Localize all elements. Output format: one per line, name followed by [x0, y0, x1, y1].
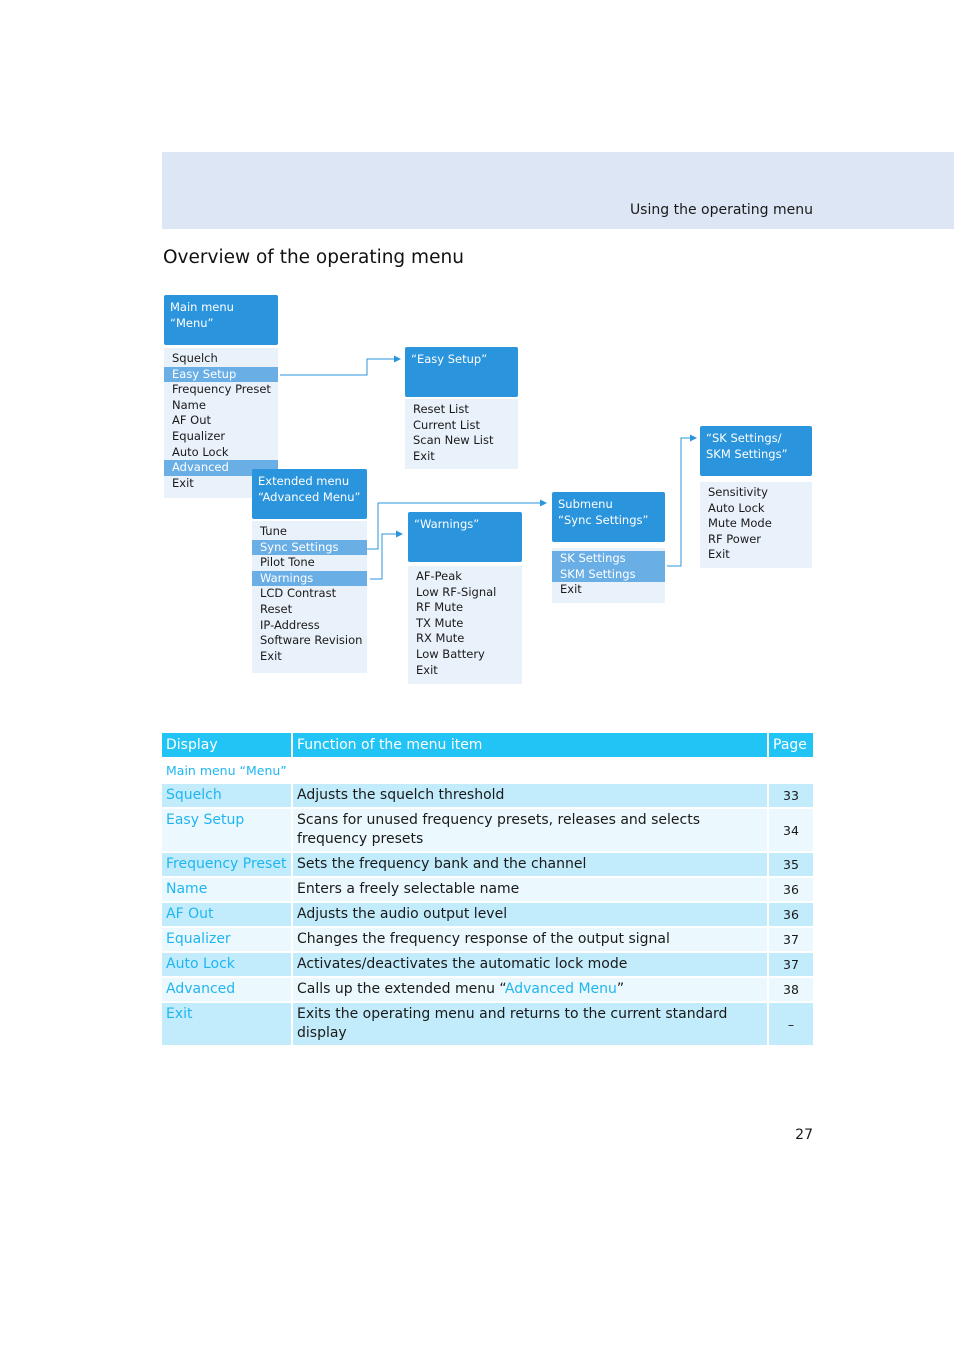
extended-menu-item[interactable]: Pilot Tone [260, 555, 315, 570]
warnings-item[interactable]: RF Mute [416, 600, 464, 615]
extended-menu-list [252, 521, 367, 673]
main-menu-item[interactable]: Exit [172, 475, 194, 490]
main-menu-item[interactable]: Squelch [172, 351, 218, 365]
row-page: – [769, 1003, 813, 1045]
row-page: 33 [769, 784, 813, 807]
sk-settings-item[interactable]: Auto Lock [708, 500, 765, 515]
easy-setup-list [405, 399, 518, 469]
sk-settings-header [700, 426, 812, 476]
warnings-item[interactable]: AF-Peak [416, 569, 462, 583]
extended-menu-item[interactable]: Sync Settings [252, 540, 367, 556]
row-function: Sets the frequency bank and the channel [293, 853, 769, 876]
row-page: 36 [769, 878, 813, 901]
sk-settings-title-1: “SK Settings/ [706, 431, 782, 445]
main-menu-title-2: “Menu” [170, 316, 214, 330]
main-menu-item[interactable]: AF Out [172, 413, 211, 428]
table-row [162, 953, 813, 976]
row-page: 37 [769, 928, 813, 951]
sk-settings-title-2: SKM Settings” [706, 447, 788, 461]
section-label-row [162, 759, 813, 782]
table-row [162, 878, 813, 901]
row-function-suffix: ” [616, 981, 625, 997]
extended-menu-item[interactable]: LCD Contrast [260, 586, 337, 601]
table-row [162, 903, 813, 926]
extended-menu-item[interactable]: IP-Address [260, 617, 320, 632]
row-display: Equalizer [162, 928, 293, 951]
warnings-title-1: “Warnings” [414, 517, 480, 531]
sync-settings-item[interactable]: Exit [560, 582, 582, 597]
easy-setup-title-1: “Easy Setup” [411, 352, 488, 366]
row-function: Adjusts the squelch threshold [293, 784, 769, 807]
main-menu-item[interactable]: Frequency Preset [172, 382, 271, 397]
sync-settings-item[interactable]: SKM Settings [552, 567, 665, 583]
connector-easy-setup [280, 359, 400, 375]
easy-setup-header [405, 347, 518, 397]
row-display: Easy Setup [162, 809, 293, 851]
row-page: 36 [769, 903, 813, 926]
warnings-item[interactable]: RX Mute [416, 631, 465, 646]
warnings-list [408, 566, 522, 684]
extended-menu-header [252, 469, 367, 519]
row-function: Scans for unused frequency presets, releases and selects frequency presets [293, 809, 769, 851]
sync-settings-list [552, 548, 665, 603]
extended-menu-item[interactable]: Warnings [252, 571, 367, 587]
page-number: 27 [795, 1127, 813, 1143]
extended-menu-title-1: Extended menu [258, 474, 350, 488]
row-display: Exit [162, 1003, 293, 1045]
warnings-item[interactable]: Low RF-Signal [416, 584, 497, 599]
main-menu-item[interactable]: Auto Lock [172, 444, 229, 459]
main-menu-item[interactable]: Equalizer [172, 428, 226, 443]
row-page: 37 [769, 953, 813, 976]
main-menu-item[interactable]: Advanced [164, 460, 278, 476]
table-row [162, 853, 813, 876]
sync-settings-header [552, 492, 665, 542]
advanced-menu-link: Advanced Menu [504, 981, 617, 997]
main-menu-title-1: Main menu [170, 300, 234, 314]
row-display: Name [162, 878, 293, 901]
row-function [293, 978, 769, 1001]
row-display: Advanced [162, 978, 293, 1001]
warnings-item[interactable]: Low Battery [416, 646, 485, 661]
connector-sk-settings [667, 438, 696, 566]
sync-settings-title-1: Submenu [558, 497, 613, 511]
sync-settings-item[interactable]: SK Settings [552, 551, 665, 567]
header-function: Function of the menu item [293, 733, 769, 757]
table-row [162, 928, 813, 951]
warnings-header [408, 512, 522, 562]
main-menu-item[interactable]: Easy Setup [164, 367, 278, 383]
row-function: Changes the frequency response of the output signal [293, 928, 769, 951]
row-function: Exits the operating menu and returns to the current standard display [293, 1003, 769, 1045]
sk-settings-item[interactable]: RF Power [708, 531, 762, 546]
table-row [162, 1003, 813, 1045]
row-function: Enters a freely selectable name [293, 878, 769, 901]
sk-settings-item[interactable]: Exit [708, 547, 730, 562]
menu-item-table [162, 731, 813, 1047]
easy-setup-item[interactable]: Current List [413, 417, 480, 432]
warnings-item[interactable]: Exit [416, 662, 438, 677]
extended-menu-title-2: “Advanced Menu” [258, 490, 361, 504]
header-display: Display [162, 733, 293, 757]
easy-setup-item[interactable]: Scan New List [413, 433, 494, 448]
extended-menu-item[interactable]: Software Revision [260, 633, 363, 648]
table-row [162, 809, 813, 851]
page-title: Overview of the operating menu [163, 247, 464, 268]
row-display: AF Out [162, 903, 293, 926]
extended-menu-item[interactable]: Reset [260, 601, 293, 616]
easy-setup-item[interactable]: Exit [413, 448, 435, 463]
row-display: Frequency Preset [162, 853, 293, 876]
sk-settings-item[interactable]: Sensitivity [708, 485, 768, 499]
header-page: Page [769, 733, 813, 757]
row-page: 35 [769, 853, 813, 876]
row-display: Auto Lock [162, 953, 293, 976]
table-row [162, 784, 813, 807]
sk-settings-item[interactable]: Mute Mode [708, 516, 772, 531]
section-title: Using the operating menu [629, 202, 813, 218]
row-function: Activates/deactivates the automatic lock mode [293, 953, 769, 976]
row-page: 34 [769, 809, 813, 851]
row-page: 38 [769, 978, 813, 1001]
sk-settings-list [700, 482, 812, 568]
connector-warnings [370, 534, 402, 579]
easy-setup-item[interactable]: Reset List [413, 402, 469, 416]
table-row [162, 978, 813, 1001]
row-display: Squelch [162, 784, 293, 807]
section-label: Main menu “Menu” [162, 759, 813, 782]
table-header-row [162, 733, 813, 757]
warnings-item[interactable]: TX Mute [416, 615, 464, 630]
main-menu-header [164, 295, 278, 345]
extended-menu-item[interactable]: Tune [260, 524, 287, 538]
sync-settings-title-2: “Sync Settings” [558, 513, 649, 527]
row-function-prefix: Calls up the extended menu “ [297, 981, 505, 997]
main-menu-item[interactable]: Name [172, 397, 206, 412]
row-function: Adjusts the audio output level [293, 903, 769, 926]
extended-menu-item[interactable]: Exit [260, 648, 282, 663]
